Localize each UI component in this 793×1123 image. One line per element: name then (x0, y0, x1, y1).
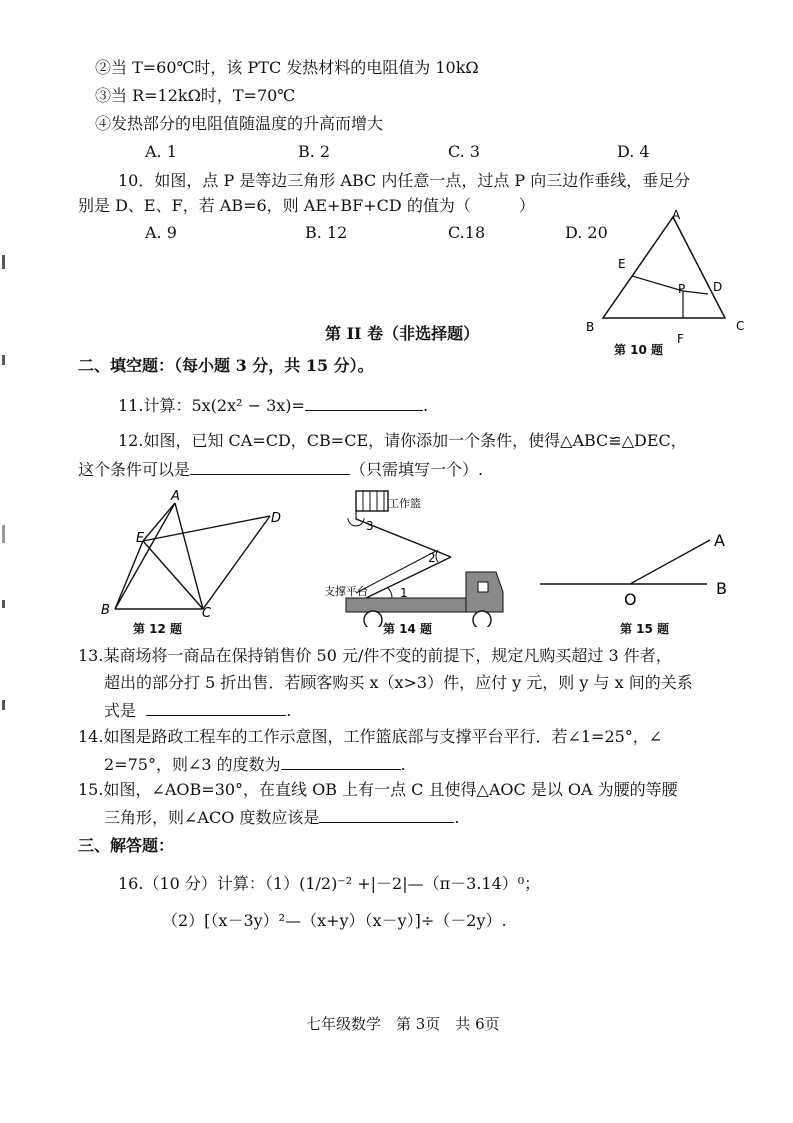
q11-text: 11.计算：5x(2x² − 3x)= . (118, 396, 429, 415)
page-footer: 七年级数学 第 3页 共 6页 (306, 1015, 500, 1033)
label-d: D (271, 511, 282, 526)
figure-10-caption: 第 10 题 (614, 343, 664, 357)
label-b: B (101, 603, 110, 618)
binding-mark (2, 700, 5, 710)
q10-text-line1: 10．如图，点 P 是等边三角形 ABC 内任意一点，过点 P 向三边作垂线，垂足分 (118, 171, 691, 190)
figure-14-caption: 第 14 题 (383, 622, 433, 636)
q15-text-line1: 15.如图，∠AOB=30°，在直线 OB 上有一点 C 且使得△AOC 是以 OA 为腰的等腰 (78, 780, 678, 799)
q10-choice-a: A. 9 (145, 223, 177, 242)
fill-in-section-title: 二、填空题：（每小题 3 分，共 15 分）。 (78, 356, 374, 375)
q12-text-line1: 12.如图，已知 CA=CD，CB=CE，请你添加一个条件，使得△ABC≌△DEC， (118, 431, 687, 450)
label-p: P (678, 282, 686, 296)
q11-answer-blank[interactable] (305, 394, 423, 411)
q16-text-line1: 16.（10 分）计算：（1）(1/2)⁻² +|－2|—（π－3.14）⁰； (118, 874, 541, 893)
work-basket (356, 491, 388, 511)
q16-text-line2: （2）[（x－3y）²—（x+y）（x－y）]÷（－2y）. (162, 911, 507, 930)
perpendicular-pd (683, 291, 708, 294)
label-a: A (171, 489, 180, 504)
perpendicular-pe (632, 276, 683, 291)
front-wheel (473, 611, 491, 627)
figure-10 (580, 205, 755, 355)
label-c: C (736, 319, 745, 333)
q9-option-3: ③当 R=12kΩ时，T=70℃ (95, 86, 296, 105)
label-e: E (136, 531, 145, 546)
q13-answer-blank[interactable] (146, 699, 286, 716)
label-f: F (677, 332, 684, 346)
q13-text-line1: 13.某商场将一商品在保持销售价 50 元/件不变的前提下，规定凡购买超过 3 件者， (78, 646, 672, 665)
q12-answer-blank[interactable] (190, 458, 350, 475)
q9-choice-b: B. 2 (298, 142, 331, 161)
angle-2-label: 2 (428, 551, 436, 565)
section-2-heading: 第 II 卷（非选择题） (325, 324, 480, 343)
support-platform (346, 598, 466, 612)
label-c: C (202, 606, 212, 621)
platform-label: 支撑平台 (324, 585, 368, 598)
label-a: A (714, 531, 725, 550)
q14-text-line2: 2=75°，则∠3 的度数为 . (104, 755, 406, 774)
q15-answer-blank[interactable] (319, 806, 454, 823)
label-b: B (716, 579, 727, 598)
q9-choice-a: A. 1 (145, 142, 177, 161)
binding-mark (2, 355, 5, 365)
solve-section-title: 三、解答题： (78, 836, 175, 855)
figure-12-caption: 第 12 题 (133, 622, 183, 636)
q10-choice-b: B. 12 (305, 223, 348, 242)
figure-14 (318, 487, 508, 627)
q15-text-line2: 三角形，则∠ACO 度数应该是 . (104, 808, 460, 827)
q9-option-4: ④发热部分的电阻值随温度的升高而增大 (95, 114, 384, 133)
basket-label: 工作篮 (388, 497, 421, 510)
binding-mark (2, 255, 5, 269)
ray-oa (630, 540, 710, 584)
q9-option-2: ②当 T=60℃时，该 PTC 发热材料的电阻值为 10kΩ (95, 58, 479, 77)
q13-text-line3: 式是 . (104, 701, 292, 720)
rear-wheel (364, 611, 382, 627)
label-d: D (713, 280, 723, 294)
label-e: E (618, 257, 626, 271)
q14-answer-blank[interactable] (281, 753, 401, 770)
binding-mark (2, 525, 5, 543)
q10-choice-c: C.18 (448, 223, 486, 242)
q9-choice-c: C. 3 (448, 142, 481, 161)
angle-1-label: 1 (400, 586, 408, 600)
q10-text-line2: 别是 D、E、F，若 AB=6，则 AE+BF+CD 的值为（ ） (78, 196, 535, 215)
q14-text-line1: 14.如图是路政工程车的工作示意图，工作篮底部与支撑平台平行．若∠1=25°，∠ (78, 727, 663, 746)
q10-choice-d: D. 20 (565, 223, 608, 242)
binding-mark (2, 600, 5, 608)
q13-text-line2: 超出的部分打 5 折出售．若顾客购买 x（x>3）件，应付 y 元，则 y 与 x 间的关系 (104, 673, 693, 692)
label-b: B (586, 320, 595, 334)
label-o: O (624, 590, 637, 609)
figure-15 (535, 520, 755, 615)
figure-12 (95, 488, 295, 628)
label-a: A (672, 208, 681, 222)
q12-text-line2: 这个条件可以是 （只需填写一个）. (78, 460, 484, 479)
angle-3-label: 3 (366, 519, 374, 533)
figure-15-caption: 第 15 题 (620, 622, 670, 636)
q9-choice-d: D. 4 (617, 142, 650, 161)
